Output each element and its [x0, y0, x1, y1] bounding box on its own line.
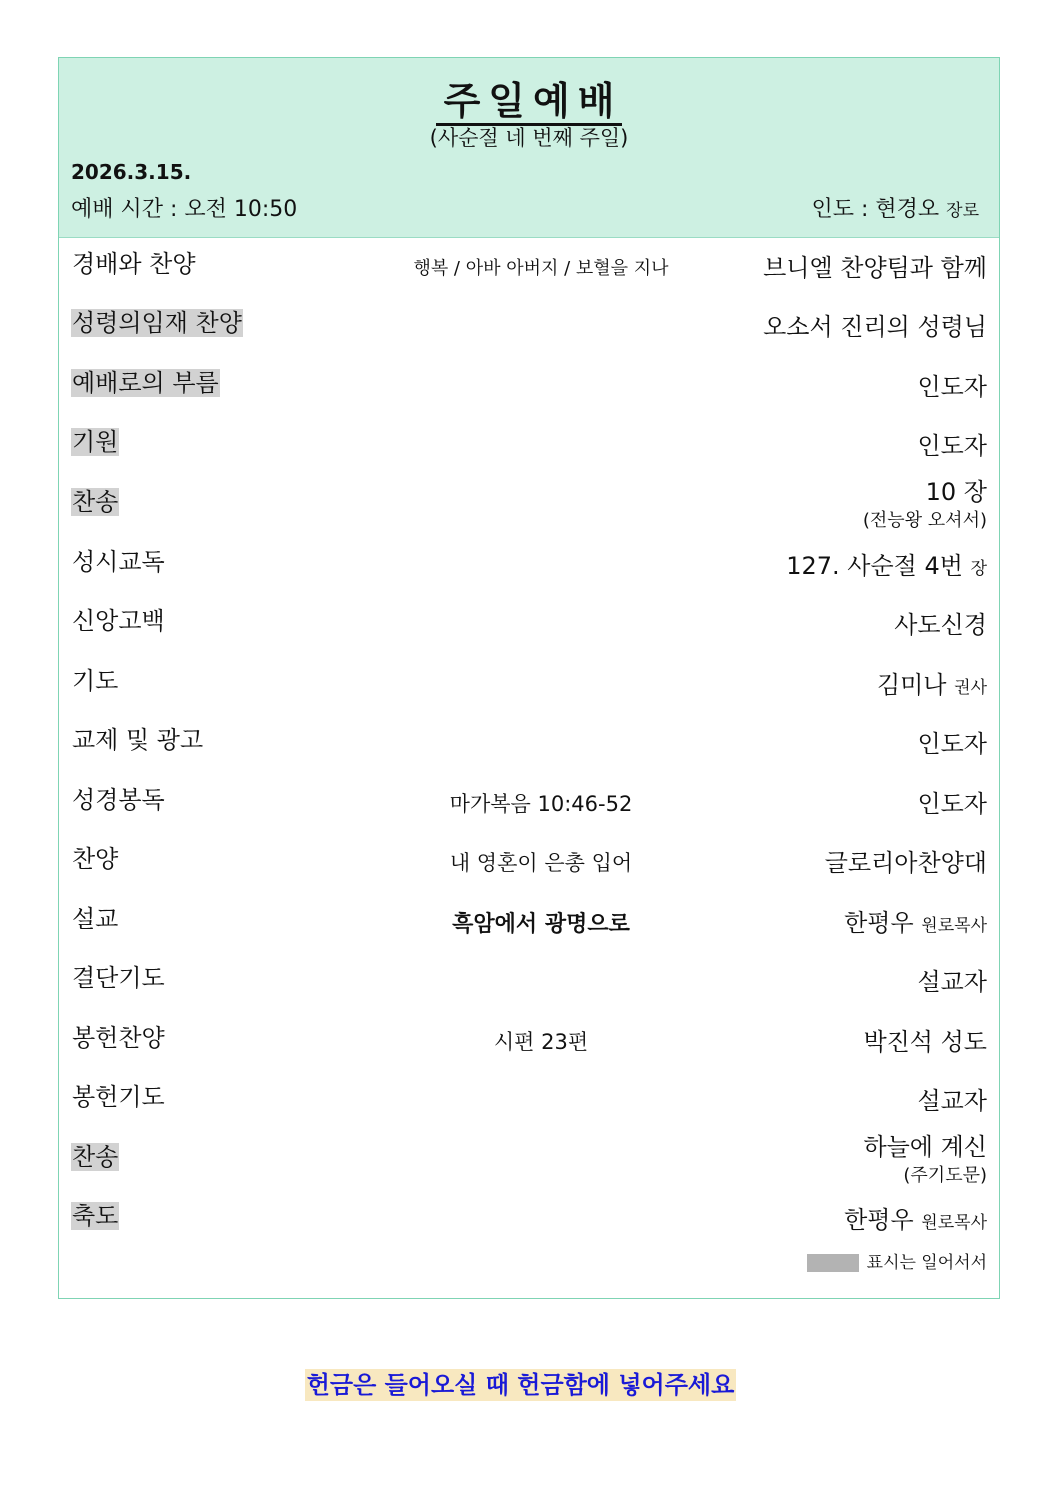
- order-item-leader: [786, 546, 987, 581]
- order-item-leader: 10 장: [925, 478, 987, 506]
- service-time: 예배 시간 : 오전 10:50: [71, 197, 298, 222]
- order-row: [71, 661, 987, 701]
- order-item-leader: 오소서 진리의 성령님: [763, 313, 987, 341]
- order-item-note: (전능왕 오셔서): [862, 510, 987, 531]
- offering-notice-text: 헌금은 들어오실 때 헌금함에 넣어주세요: [306, 1371, 735, 1399]
- order-item-leader: 인도자: [917, 432, 987, 460]
- order-item-leader-suffix: 원로목사: [921, 1213, 987, 1233]
- order-item-leader: 설교자: [917, 968, 987, 996]
- order-item-name: 축도: [72, 1202, 119, 1230]
- order-item-name: 찬양: [72, 845, 119, 873]
- order-row: [71, 958, 987, 998]
- order-item-name: 기도: [72, 667, 119, 695]
- order-item-leader: 설교자: [917, 1087, 987, 1115]
- order-row: [71, 303, 987, 343]
- order-item-leader-suffix: 원로목사: [921, 916, 987, 936]
- order-item-leader-main: 한평우: [844, 909, 914, 937]
- order-item-note: (주기도문): [903, 1165, 987, 1186]
- order-item-leader: 사도신경: [894, 611, 987, 639]
- order-item-leader-main: 김미나: [876, 671, 947, 699]
- order-item-content: 내 영혼이 은총 입어: [449, 851, 633, 875]
- order-item-name: 성경봉독: [72, 786, 165, 814]
- order-item-leader: 브니엘 찬양팀과 함께: [763, 254, 987, 282]
- order-row: [71, 1018, 987, 1058]
- order-row: [71, 363, 987, 403]
- order-item-leader-suffix: 권사: [954, 678, 987, 698]
- order-item-leader-main: 127. 사순절 4번: [786, 552, 963, 580]
- order-item-name: 찬송: [72, 1143, 119, 1171]
- order-item-leader-suffix: 장: [970, 559, 987, 579]
- order-item-leader-main: 한평우: [844, 1206, 914, 1234]
- sermon-title: 흑암에서 광명으로: [452, 912, 630, 937]
- bulletin-frame: [58, 57, 1000, 1299]
- page-title: 주일예배: [59, 70, 999, 125]
- order-row: [71, 839, 987, 879]
- order-row: [71, 1196, 987, 1236]
- order-item-content: 시편 23편: [493, 1030, 589, 1054]
- order-row: [71, 478, 987, 531]
- order-item-name: 성령의임재 찬양: [72, 309, 242, 337]
- order-item-name: 예배로의 부름: [72, 369, 219, 397]
- bulletin-header: [59, 58, 999, 238]
- order-item-content: 행복 / 아바 아버지 / 보혈을 지나: [413, 258, 669, 279]
- order-item-leader: [877, 665, 987, 700]
- order-item-name: 성시교독: [72, 548, 165, 576]
- order-item-leader: 하늘에 계신: [863, 1133, 987, 1161]
- order-item-name: 설교: [72, 905, 119, 933]
- order-item-content: 마가복음 10:46-52: [449, 792, 633, 816]
- order-item-leader: 글로리아찬양대: [824, 849, 987, 877]
- page-subtitle: (사순절 네 번째 주일): [429, 126, 629, 150]
- stand-legend-text: 표시는 일어서서: [866, 1253, 987, 1273]
- order-item-name: 기원: [72, 428, 119, 456]
- order-item-name: 교제 및 광고: [72, 726, 204, 754]
- order-item-leader: 인도자: [917, 730, 987, 758]
- service-date: 2026.3.15.: [71, 160, 192, 184]
- order-item-name: 봉헌기도: [72, 1083, 165, 1111]
- stand-legend: [807, 1248, 987, 1273]
- order-item-name: 신앙고백: [72, 607, 165, 635]
- order-item-leader: [844, 903, 987, 938]
- order-item-name: 경배와 찬양: [72, 250, 196, 278]
- order-row: [71, 780, 987, 820]
- stand-legend-swatch: [807, 1254, 859, 1272]
- order-item-leader: [844, 1200, 987, 1235]
- order-row: [71, 899, 987, 939]
- order-row: [71, 720, 987, 760]
- offering-notice: [0, 1365, 1041, 1400]
- order-item-leader: 인도자: [917, 790, 987, 818]
- order-row: [71, 244, 987, 284]
- order-item-name: 봉헌찬양: [72, 1024, 165, 1052]
- leader-title: 장로: [946, 201, 979, 221]
- order-row: [71, 601, 987, 641]
- order-row: [71, 1077, 987, 1117]
- order-item-leader: 박진석 성도: [863, 1028, 987, 1056]
- order-item-name: 찬송: [72, 488, 119, 516]
- order-row: [71, 542, 987, 582]
- service-leader: [811, 192, 979, 223]
- order-row: [71, 1133, 987, 1186]
- leader-name: 인도 : 현경오: [811, 197, 940, 222]
- order-row: [71, 422, 987, 462]
- order-item-leader: 인도자: [917, 373, 987, 401]
- order-item-name: 결단기도: [72, 964, 165, 992]
